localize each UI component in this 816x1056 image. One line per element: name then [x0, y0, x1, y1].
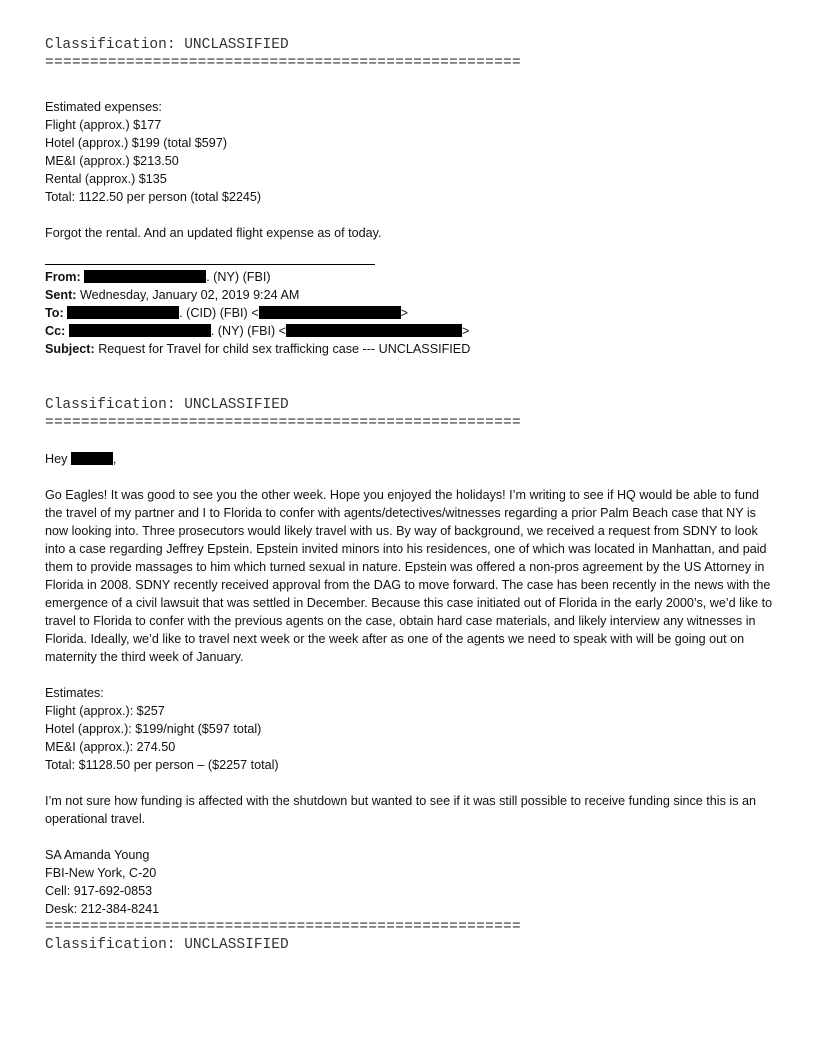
signature-office: FBI-New York, C-20: [45, 866, 157, 880]
estimate-flight: Flight (approx.): $257: [45, 704, 165, 718]
redaction-box: [69, 324, 211, 337]
cc-middle: . (NY) (FBI) <: [210, 324, 287, 338]
sent-row: [45, 286, 775, 304]
classification-banner-mid: Classification: UNCLASSIFIED: [45, 397, 289, 413]
reply-line-rental: Rental (approx.) $135: [45, 172, 167, 186]
redaction-box: [259, 306, 401, 319]
reply-line-flight: Flight (approx.) $177: [45, 118, 162, 132]
cc-row: [45, 322, 775, 340]
sent-label: Sent:: [45, 288, 77, 302]
cc-end: >: [462, 324, 470, 338]
subject-value: Request for Travel for child sex trafficking case --- UNCLASSIFIED: [98, 342, 471, 356]
from-suffix: . (NY) (FBI): [206, 270, 271, 284]
email-document: [45, 36, 775, 954]
to-end: >: [400, 306, 408, 320]
from-row: [45, 268, 775, 286]
reply-note: Forgot the rental. And an updated flight expense as of today.: [45, 226, 382, 240]
greeting: [45, 450, 775, 468]
estimated-heading: Estimated expenses:: [45, 100, 162, 114]
reply-section: [45, 98, 775, 242]
redaction-box: [67, 306, 179, 319]
classification-banner-bottom: Classification: UNCLASSIFIED: [45, 937, 289, 953]
to-middle: . (CID) (FBI) <: [179, 306, 259, 320]
email-body: [45, 450, 775, 918]
estimate-mei: ME&I (approx.): 274.50: [45, 740, 176, 754]
estimate-hotel: Hotel (approx.): $199/night ($597 total): [45, 722, 262, 736]
closing-paragraph: I’m not sure how funding is affected with the shutdown but wanted to see if it was still possible to receive funding since this is an operational travel.: [45, 794, 757, 826]
signature-desk: Desk: 212-384-8241: [45, 902, 160, 916]
sent-value: Wednesday, January 02, 2019 9:24 AM: [79, 288, 300, 302]
body-paragraph: Go Eagles! It was good to see you the other week. Hope you enjoyed the holidays! I’m writing to see if HQ would be able to fund the travel of my partner and I to Florida to confer with agents/detectives/witnesses regarding a prior Palm Beach case that NY is now looking into. Three prosecutors would likely travel with us. By way of background, we received a request from SDNY to look into a case regarding Jeffrey Epstein. Epstein invited minors into his residences, one of which was located in Manhattan, and paid them to provide massages to him which turned sexual in nature. Epstein was offered a non-pros agreement by the US Attorney in Florida in 2008. SDNY recently received approval from the DAG to move forward. The case has been recently in the news with the emergence of a civil lawsuit that was settled in December. Because this case initiated out of Florida in the early 2000’s, we’d like to travel to Florida to confer with the previous agents on the case, obtain hard case materials, and likely interview any witnesses in Florida. Ideally, we’d like to travel next week or the week after as one of the agents we need to speak with will be going out on maternity the third week of January.: [45, 488, 773, 664]
redaction-box: [84, 270, 206, 283]
separator-line: =====================================================: [45, 415, 522, 431]
signature-cell: Cell: 917-692-0853: [45, 884, 153, 898]
estimate-total: Total: $1128.50 per person – ($2257 total): [45, 758, 279, 772]
redaction-box: [286, 324, 462, 337]
subject-label: Subject:: [45, 342, 95, 356]
signature-name: SA Amanda Young: [45, 848, 150, 862]
to-label: To:: [45, 306, 64, 320]
email-header: [45, 268, 775, 358]
estimates-heading: Estimates:: [45, 686, 104, 700]
redaction-box: [71, 452, 113, 465]
greeting-word: Hey: [45, 452, 68, 466]
reply-line-total: Total: 1122.50 per person (total $2245): [45, 190, 262, 204]
subject-row: [45, 340, 775, 358]
separator-line: =====================================================: [45, 55, 522, 71]
header-divider: [45, 264, 375, 265]
cc-label: Cc:: [45, 324, 66, 338]
classification-banner-top: Classification: UNCLASSIFIED: [45, 37, 289, 53]
reply-line-mei: ME&I (approx.) $213.50: [45, 154, 179, 168]
separator-line: =====================================================: [45, 919, 522, 935]
to-row: [45, 304, 775, 322]
from-label: From:: [45, 270, 81, 284]
greeting-comma: ,: [112, 452, 117, 466]
reply-line-hotel: Hotel (approx.) $199 (total $597): [45, 136, 228, 150]
